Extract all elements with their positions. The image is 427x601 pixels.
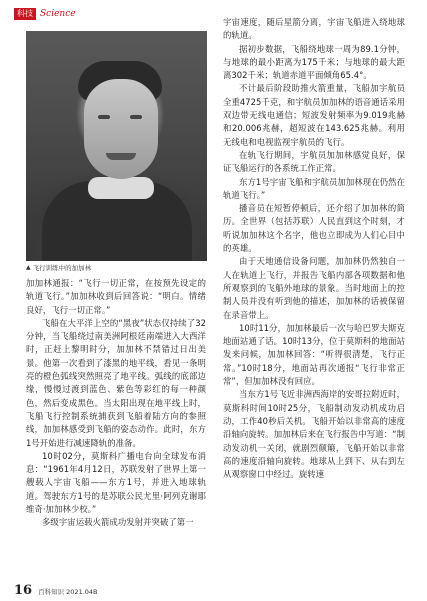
paragraph: 在轨飞行期间，宇航员加加林感觉良好，保证飞船运行的各系统工作正常。 [223,149,405,174]
section-header [14,8,76,20]
page-number: 16 [14,583,33,598]
paragraph: 多级宇宙运载火箭成功发射并突破了第一 [42,517,194,528]
paragraph: 加加林通报：“飞行一切正常，在按预先设定的轨道飞行。”加加林收到后回答说：“明白。情绪良好，飞行一切正常。” [26,278,206,315]
paragraph: 当东方1号飞近非洲西海岸的安哥拉附近时，莫斯科时间10时25分，飞船制动发动机成功启动，工作40秒后关机。飞船开始以非常高的速度沿轴向旋转。加加林后来在飞行报告中写道：“制动发动机一关闭，就剧烈颠簸，飞船开始以非常高的速度沿轴向旋转。地球从上到下、从右到左从观察窗口中经过。旋转速 [223,389,405,480]
section-name: Science [40,9,76,19]
paragraph: 10时02分，莫斯科广播电台向全球发布消息：“1961年4月12日，苏联发射了世界上第一艘载人宇宙飞船——东方1号，并进入地球轨道。驾驶东方1号的是苏联公民尤里·阿列克谢耶维奇·加加林少校。” [26,450,206,515]
photo-caption [26,263,91,272]
paragraph: 据初步数据，飞船绕地球一周为89.1分钟，与地球的最小距离为175千米；与地球的最大距离302千米；轨道赤道平面倾角65.4°。 [223,43,405,81]
paragraph: 播音员在短暂停顿后，还介绍了加加林的简历。全世界（包括苏联）人民直到这个时刻，才听说加加林这个名字，他也立即成为人们心目中的英雄。 [223,203,405,254]
caption-text: 飞行训练中的加加林 [32,264,92,272]
paragraph: 宇宙速度，随后星箭分离，宇宙飞船进入绕地球的轨道。 [223,17,405,41]
paragraph: 飞船在大平洋上空的“黑夜”状态仅持续了32分钟，当飞船绕过南美洲阿根廷南端进入大西洋时，正赶上黎明时分，加加林不禁错过日出美景。他第一次看到了漆黑的地平线，看见一条明亮的橙色弧线突然照亮了地平线。弧线的底部边缘，慢慢过渡到蓝色、紫色等彩红的每一种颜色，然后变成黑色。当太阳出现在地平线上时，飞船飞行控制系统捕获到飞船着陆方向的参照线，加加林感受到飞船的姿态动作。此时，东方1号开始进行减速降轨的准备。 [26,317,206,448]
portrait-photo [26,31,207,261]
section-badge: 科技 [14,8,36,20]
left-column [26,277,206,530]
paragraph: 东方1号宇宙飞船和宇航员加加林现在仍然在轨道飞行。” [223,176,405,200]
paragraph: 由于天地通信设备问题，加加林仍然独自一人在轨道上飞行，并报告飞船内部各项数据和他所观察到的飞船外地球的景象。当时地面上的控制人员并没有听到他的描述，加加林的话被保留在录音带上。 [223,256,405,320]
magazine-issue: 百科知识 2021.04B [38,588,98,596]
page-footer [14,583,98,598]
paragraph: 不计最后阶段助推火箭重量，飞船加宇航员全重4725千克，和宇航员加加林的语音通话采用双边带无线电通信；短波发射频率为9.019兆赫和20.006兆赫，超短波在143.625兆赫。利用无线电和电视监视宇航员的飞行。 [223,83,405,147]
right-column [223,16,405,481]
triangle-marker-icon: ▲ [26,264,31,271]
paragraph: 10时11分，加加林最后一次与哈巴罗夫斯克地面站通了话。10时13分，位于莫斯科的地面站发来问候，加加林回答：“听得很清楚，飞行正常。”10时18分，地面站再次通报“飞行非常正常”，但加加林没有回应。 [223,322,405,387]
